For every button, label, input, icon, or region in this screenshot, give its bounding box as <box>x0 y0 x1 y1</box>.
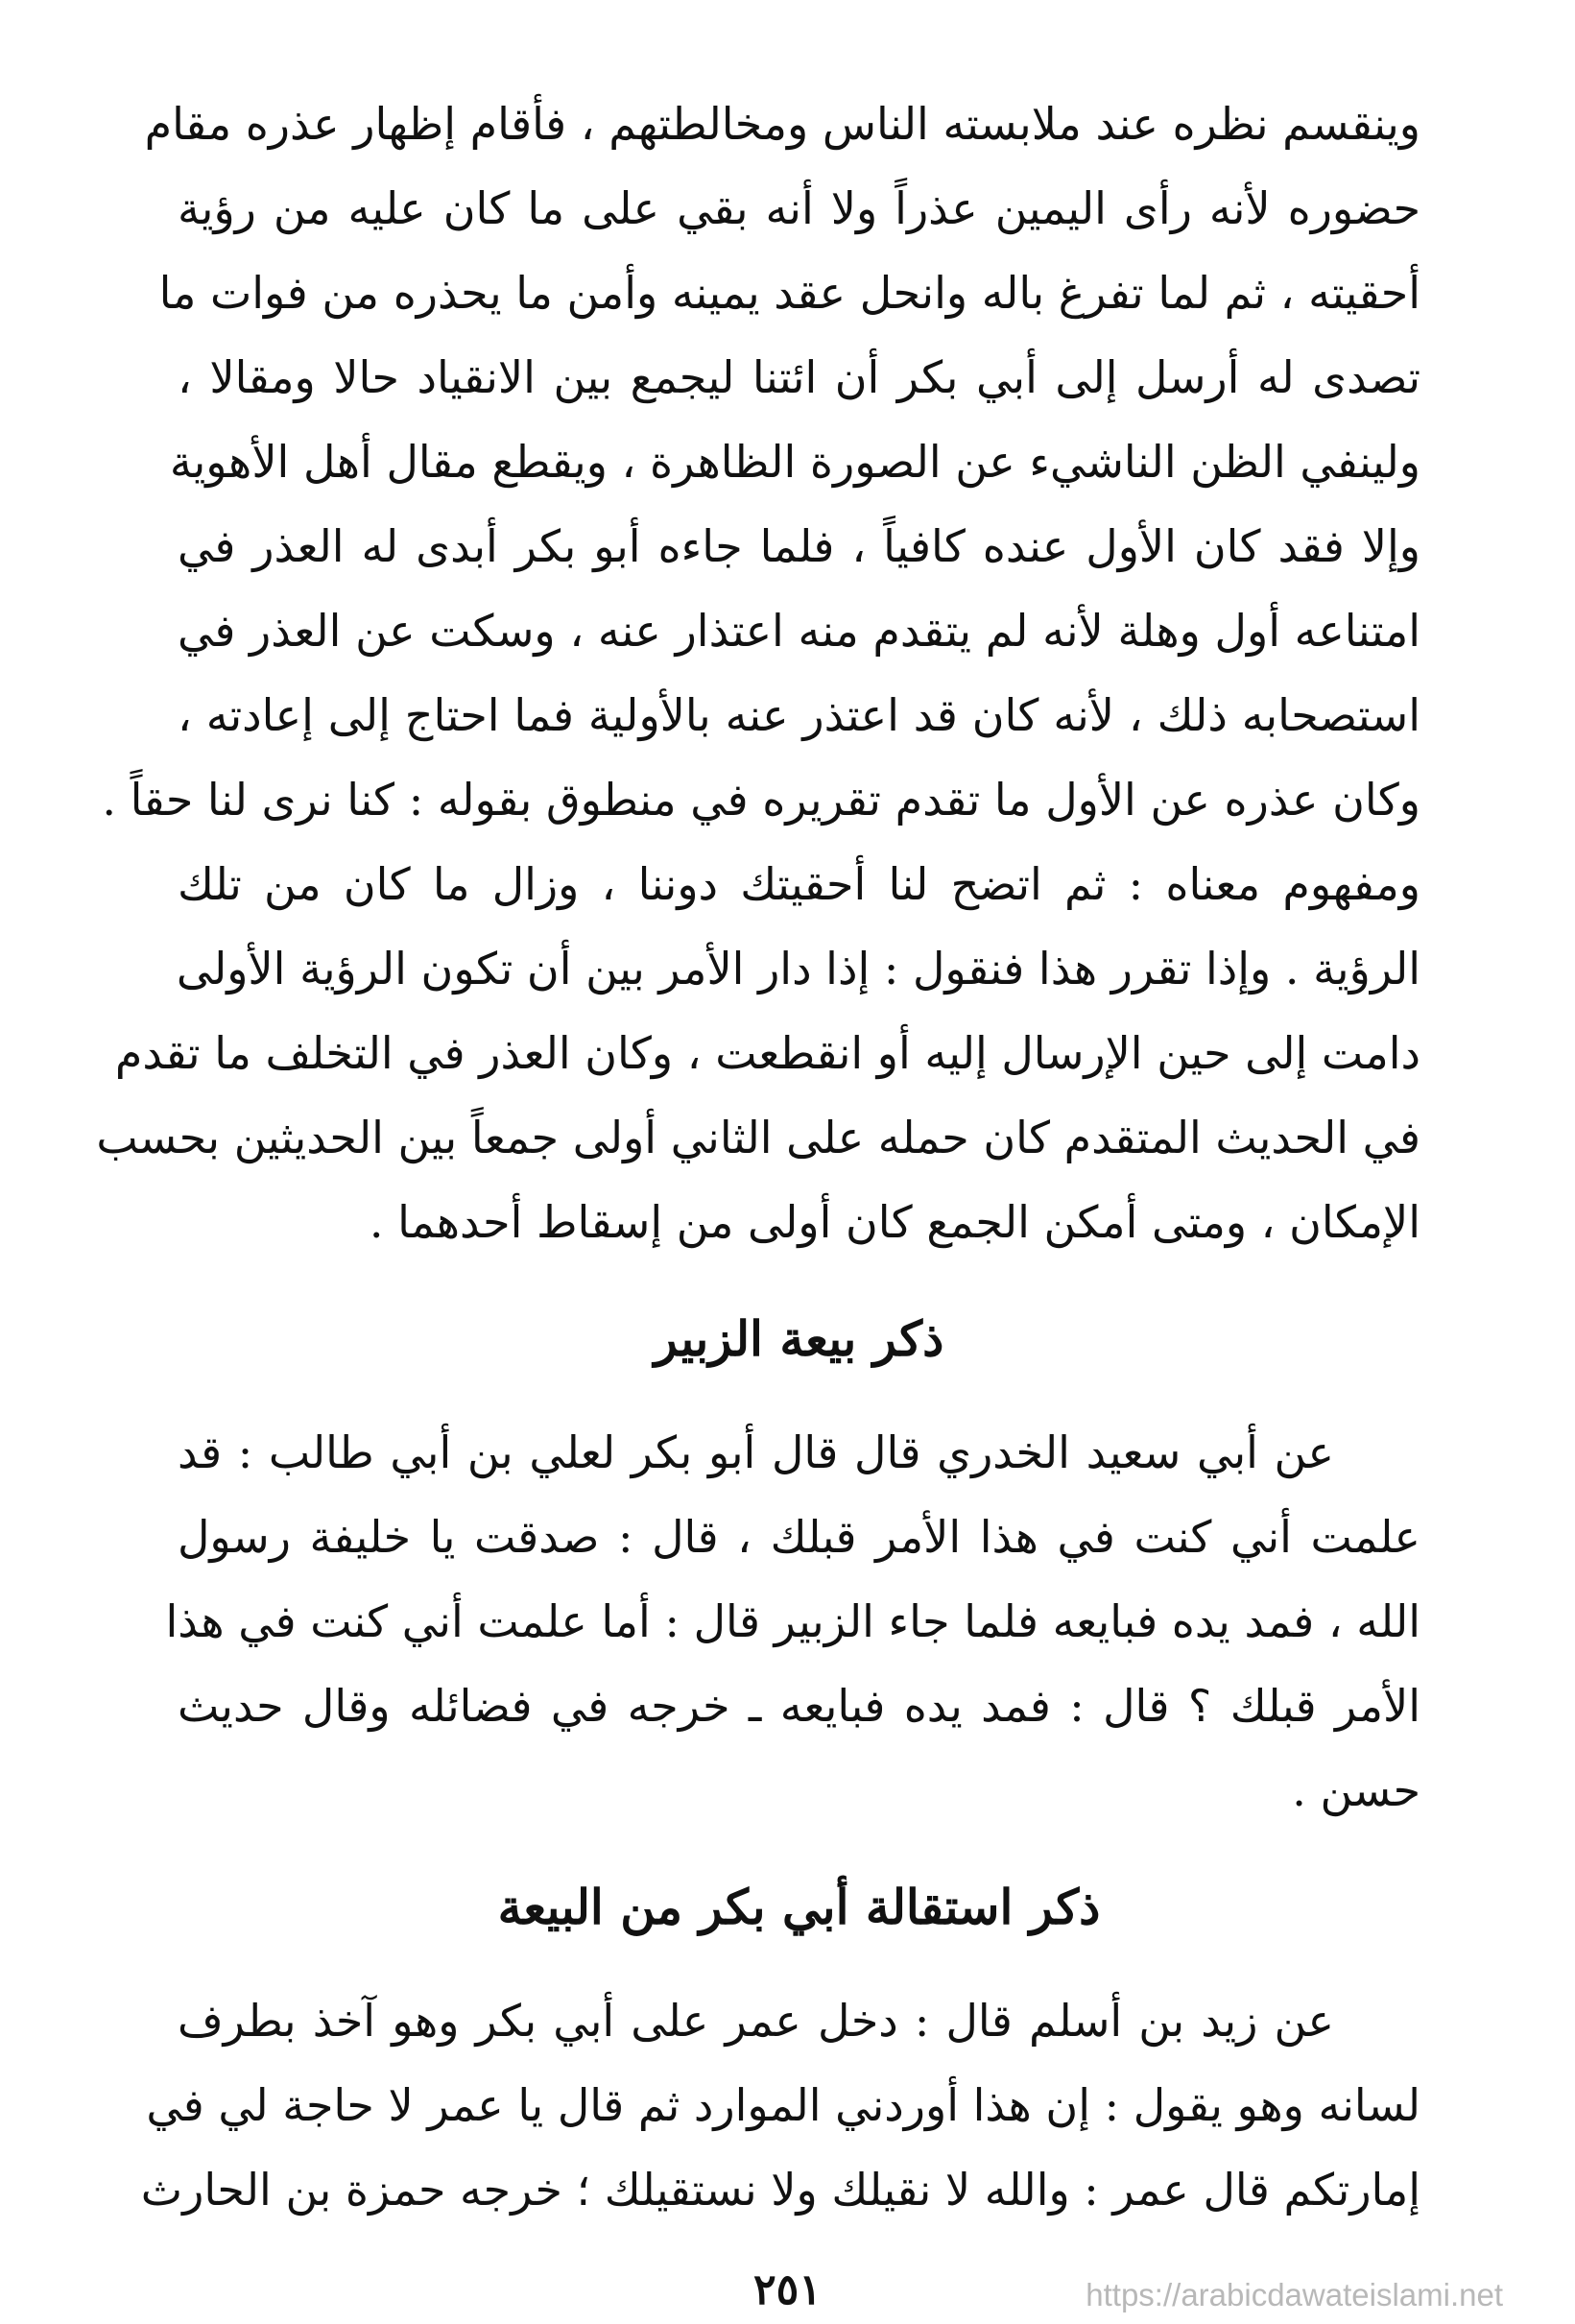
text-line: استصحابه ذلك ، لأنه كان قد اعتذر عنه بالأولية فما احتاج إلى إعادته ، <box>178 689 1420 741</box>
book-page <box>96 82 1420 2232</box>
text-line: دامت إلى حين الإرسال إليه أو انقطعت ، وكان العذر في التخلف ما تقدم <box>114 1027 1420 1079</box>
text-line: الإمكان ، ومتى أمكن الجمع كان أولى من إسقاط أحدهما . <box>369 1196 1420 1248</box>
text-line: حضوره لأنه رأى اليمين عذراً ولا أنه بقي على ما كان عليه من رؤية <box>178 182 1420 234</box>
section-heading-zubair: ذكر بيعة الزبير <box>654 1310 944 1367</box>
text-line: لسانه وهو يقول : إن هذا أوردني الموارد ثم قال يا عمر لا حاجة لي في <box>146 2079 1420 2131</box>
page-number: ٢٥١ <box>753 2265 822 2314</box>
text-line: أحقيته ، ثم لما تفرغ باله وانحل عقد يمينه وأمن ما يحذره من فوات ما <box>158 267 1420 319</box>
watermark-url: https://arabicdawateislami.net <box>1086 2277 1503 2312</box>
text-line: الرؤية . وإذا تقرر هذا فنقول : إذا دار الأمر بين أن تكون الرؤية الأولى <box>176 943 1420 994</box>
text-line: ولينفي الظن الناشيء عن الصورة الظاهرة ، ويقطع مقال أهل الأهوية <box>169 436 1420 488</box>
text-line: في الحديث المتقدم كان حمله على الثاني أولى جمعاً بين الحديثين بحسب <box>96 1112 1420 1163</box>
section-heading-abu-bakr: ذكر استقالة أبي بكر من البيعة <box>497 1879 1101 1935</box>
paragraph-intro <box>96 82 1420 1264</box>
paragraph-abu-bakr <box>140 1978 1420 2232</box>
text-line: امتناعه أول وهلة لأنه لم يتقدم منه اعتذار عنه ، وسكت عن العذر في <box>178 605 1420 657</box>
text-line: ومفهوم معناه : ثم اتضح لنا أحقيتك دوننا ، وزال ما كان من تلك <box>178 858 1420 910</box>
text-line: تصدى له أرسل إلى أبي بكر أن ائتنا ليجمع بين الانقياد حالا ومقالا ، <box>178 351 1420 403</box>
text-line: علمت أني كنت في هذا الأمر قبلك ، قال : صدقت يا خليفة رسول <box>178 1511 1420 1563</box>
text-line: وينقسم نظره عند ملابسته الناس ومخالطتهم ، فأقام إظهار عذره مقام <box>144 98 1420 150</box>
text-line: الله ، فمد يده فبايعه فلما جاء الزبير قال : أما علمت أني كنت في هذا <box>165 1595 1420 1647</box>
text-line: الأمر قبلك ؟ قال : فمد يده فبايعه ـ خرجه في فضائله وقال حديث <box>178 1680 1420 1732</box>
text-line: وكان عذره عن الأول ما تقدم تقريره في منطوق بقوله : كنا نرى لنا حقاً . <box>102 774 1420 826</box>
text-line: إمارتكم قال عمر : والله لا نقيلك ولا نستقيلك ؛ خرجه حمزة بن الحارث <box>140 2164 1420 2216</box>
paragraph-zubair <box>165 1410 1420 1833</box>
text-line: عن أبي سعيد الخدري قال قال أبو بكر لعلي بن أبي طالب : قد <box>178 1426 1334 1478</box>
text-line: حسن . <box>1292 1764 1420 1816</box>
text-line: عن زيد بن أسلم قال : دخل عمر على أبي بكر وهو آخذ بطرف <box>178 1995 1334 2047</box>
text-line: وإلا فقد كان الأول عنده كافياً ، فلما جاءه أبو بكر أبدى له العذر في <box>178 520 1420 572</box>
